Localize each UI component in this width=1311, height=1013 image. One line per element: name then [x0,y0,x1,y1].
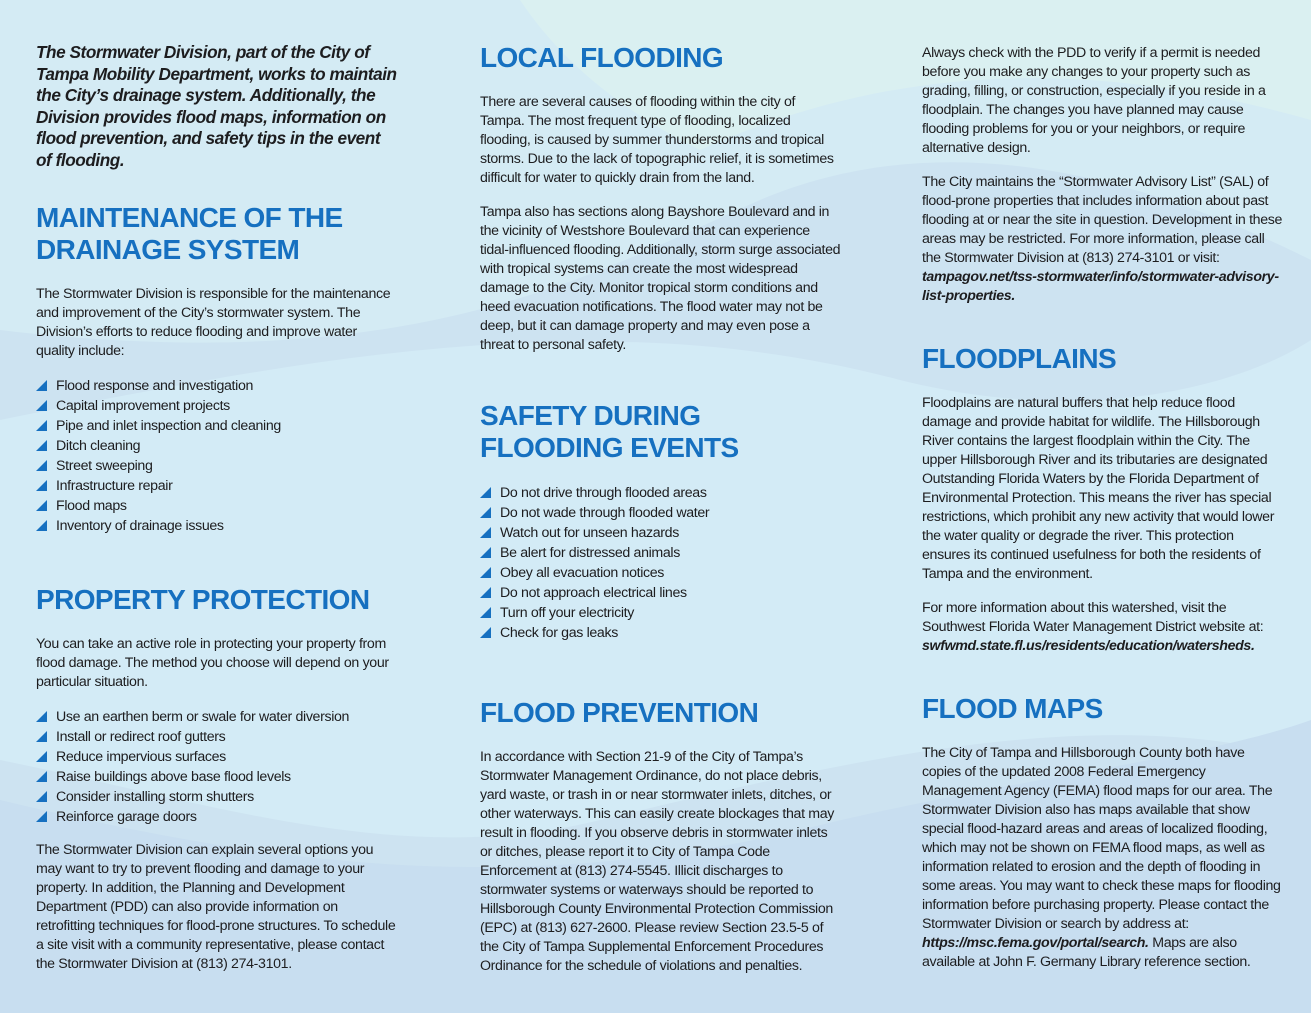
list-item: Watch out for unseen hazards [480,523,842,543]
list-item: Be alert for distressed animals [480,543,842,563]
triangle-bullet-icon [480,547,491,558]
prevention-heading: FLOOD PREVENTION [480,697,759,728]
triangle-bullet-icon [480,507,491,518]
list-item: Capital improvement projects [36,396,398,416]
triangle-bullet-icon [36,791,47,802]
left-column [36,42,398,989]
triangle-bullet-icon [480,587,491,598]
local-flooding-body-2: Tampa also has sections along Bayshore Boulevard and in the vicinity of Westshore Boulevard that can experience tidal-influenced flooding. Additionally, storm surge associated with tropical systems can create the most widespread damage to the City. Monitor tropical storm conditions and heed evacuation notifications. The flood water may not be deep, but it can damage property and may even pose a threat to personal safety. [480,204,841,353]
flood-maps-heading: FLOOD MAPS [922,693,1103,724]
list-item: Infrastructure repair [36,476,398,496]
sal-link[interactable]: tampagov.net/tss-stormwater/info/stormwater-advisory-list-properties. [922,269,1279,304]
right-column [922,44,1284,987]
list-item: Turn off your electricity [480,603,842,623]
triangle-bullet-icon [36,400,47,411]
floodplains-heading: FLOODPLAINS [922,343,1117,374]
local-flooding-body: There are several causes of flooding within the city of Tampa. The most frequent type of flooding, localized flooding, is caused by summer thunderstorms and tropical storms. Due to the lack of topographic relief, it is sometimes difficult for water to quickly drain from the land. [480,94,834,186]
floodplains-body: Floodplains are natural buffers that help reduce flood damage and provide habitat for wildlife. The Hillsborough River contains the largest floodplain within the City. The upper Hillsborough River and its tributaries are designated Outstanding Florida Waters by the Florida Department of Environmental Protection. This means the river has special restrictions, which prohibit any new activity that would lower the water quality or degrade the river. This protection ensures its continued usefulness for both the residents of Tampa and the environment. [922,395,1275,582]
property-body-2: The Stormwater Division can explain several options you may want to try to prevent flooding and damage to your property. In addition, the Planning and Development Department (PDD) can also provide information on retrofitting techniques for flood-prone structures. To schedule a site visit with a community representative, please contact the Stormwater Division at (813) 274-3101. [36,841,396,972]
property-heading: PROPERTY PROTECTION [36,583,370,615]
triangle-bullet-icon [36,771,47,782]
safety-list [480,483,842,643]
flood-maps-body: The City of Tampa and Hillsborough County both have copies of the updated 2008 Federal Emergency Management Agency (FEMA) flood maps for our area. The Stormwater Division also has maps available that show special flood-hazard areas and areas of localized flooding, which may not be shown on FEMA flood maps, as well as information related to erosion and the depth of flooding in some areas. You may want to check these maps for flooding information before purchasing property. Please contact the Stormwater Division or search by address at: https://msc.fema.gov/portal/search. Maps are also available at John F. Germany Library reference section. [922,745,1281,970]
triangle-bullet-icon [36,811,47,822]
maintenance-list [36,376,398,536]
triangle-bullet-icon [480,527,491,538]
triangle-bullet-icon [480,627,491,638]
triangle-bullet-icon [36,500,47,511]
floodplains-body-2: For more information about this watershed, visit the Southwest Florida Water Management District website at: swfwmd.state.fl.us/residents/education/watersheds. [922,600,1264,654]
triangle-bullet-icon [480,607,491,618]
list-item: Do not wade through flooded water [480,503,842,523]
triangle-bullet-icon [36,460,47,471]
fema-link[interactable]: https://msc.fema.gov/portal/search. [922,935,1149,951]
triangle-bullet-icon [36,751,47,762]
list-item: Obey all evacuation notices [480,563,842,583]
triangle-bullet-icon [36,731,47,742]
list-item: Street sweeping [36,456,398,476]
middle-column [480,42,842,991]
maintenance-heading: MAINTENANCE OF THE DRAINAGE SYSTEM [36,201,343,265]
list-item: Consider installing storm shutters [36,787,398,807]
list-item: Do not approach electrical lines [480,583,842,603]
property-list [36,707,398,827]
property-body: You can take an active role in protecting your property from flood damage. The method you choose will depend on your particular situation. [36,635,389,690]
triangle-bullet-icon [36,420,47,431]
safety-heading: SAFETY DURING FLOODING EVENTS [480,400,739,463]
list-item: Reduce impervious surfaces [36,747,398,767]
list-item: Pipe and inlet inspection and cleaning [36,416,398,436]
list-item: Inventory of drainage issues [36,516,398,536]
list-item: Flood maps [36,496,398,516]
list-item: Flood response and investigation [36,376,398,396]
list-item: Check for gas leaks [480,623,842,643]
triangle-bullet-icon [36,380,47,391]
triangle-bullet-icon [36,520,47,531]
swfwmd-link[interactable]: swfwmd.state.fl.us/residents/education/watersheds. [922,638,1255,654]
triangle-bullet-icon [36,480,47,491]
list-item: Do not drive through flooded areas [480,483,842,503]
list-item: Install or redirect roof gutters [36,727,398,747]
list-item: Use an earthen berm or swale for water diversion [36,707,398,727]
list-item: Reinforce garage doors [36,807,398,827]
local-flooding-heading: LOCAL FLOODING [480,42,724,73]
permit-body: Always check with the PDD to verify if a permit is needed before you make any changes to your property such as grading, filling, or construction, especially if you reside in a floodplain. The changes you have planned may cause flooding problems for you or your neighbors, or require alternative design. [922,45,1266,156]
triangle-bullet-icon [36,711,47,722]
intro-text: The Stormwater Division, part of the City of Tampa Mobility Department, works to maintain the City’s drainage system. Additionally, the Division provides flood maps, information on flood prevention, and safety tips in the event of flooding. [36,42,397,170]
maintenance-body: The Stormwater Division is responsible for the maintenance and improvement of the City’s stormwater system. The Division’s efforts to reduce flooding and improve water quality include: [36,285,391,359]
prevention-body: In accordance with Section 21-9 of the City of Tampa’s Stormwater Management Ordinance, do not place debris, yard waste, or trash in or near stormwater inlets, ditches, or other waterways. This can easily create blockages that may result in flooding. If you observe debris in stormwater inlets or ditches, please report it to City of Tampa Code Enforcement at (813) 274-5545. Illicit discharges to stormwater systems or waterways should be reported to Hillsborough County Environmental Protection Commission (EPC) at (813) 627-2600. Please review Section 23.5-5 of the City of Tampa Supplemental Enforcement Procedures Ordinance for the schedule of violations and penalties. [480,749,835,974]
triangle-bullet-icon [480,487,491,498]
triangle-bullet-icon [36,440,47,451]
sal-body: The City maintains the “Stormwater Advisory List” (SAL) of flood-prone properties that includes information about past flooding at or near the site in question. Development in these areas may be restricted. For more information, please call the Stormwater Division at (813) 274-3101 or visit: tampagov.net/tss-stormwater/info/stormwater-advisory-list-properties. [922,174,1283,304]
triangle-bullet-icon [480,567,491,578]
list-item: Ditch cleaning [36,436,398,456]
list-item: Raise buildings above base flood levels [36,767,398,787]
